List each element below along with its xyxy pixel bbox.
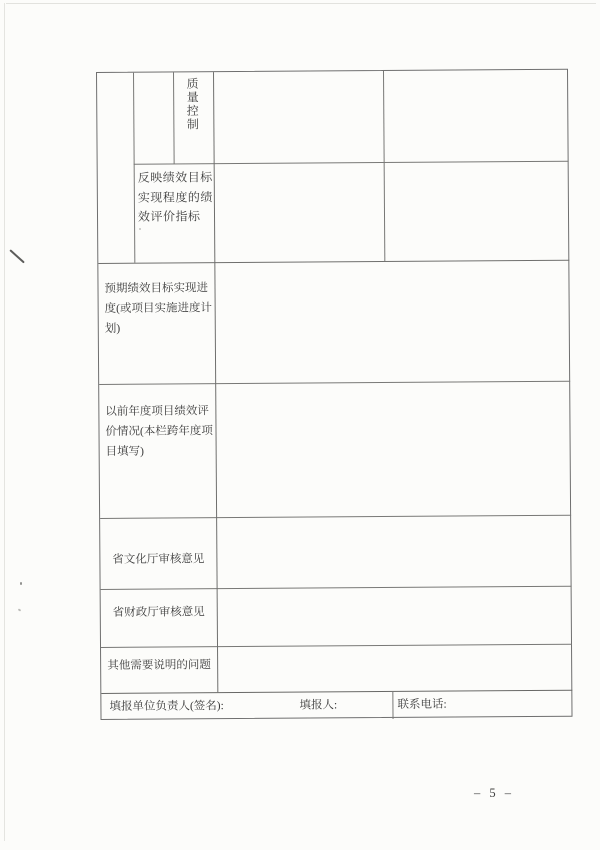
quality-control-value-cell-2 xyxy=(383,70,569,162)
culture-dept-review-label: 省文化厅审核意见 xyxy=(112,553,205,566)
scan-artifact-speck xyxy=(18,608,22,611)
left-spanning-cell-empty xyxy=(97,73,134,263)
unit-head-signature-label: 填报单位负责人(签名): xyxy=(109,700,224,713)
finance-dept-opinion-cell xyxy=(217,586,572,646)
contact-phone-label: 联系电话: xyxy=(397,698,447,711)
paper-edge-top xyxy=(6,3,596,4)
finance-dept-review-label: 省财政厅审核意见 xyxy=(112,606,205,619)
table-line xyxy=(392,691,393,719)
other-issues-label: 其他需要说明的问题 xyxy=(107,659,211,672)
paper-edge-left xyxy=(4,3,5,841)
previous-years-value-cell xyxy=(215,381,571,517)
culture-dept-opinion-cell xyxy=(216,515,571,588)
page-number: – 5 – xyxy=(474,786,514,800)
scan-artifact-speck xyxy=(20,582,22,585)
progress-value-cell xyxy=(214,260,570,383)
quality-control-header: 质量控制 xyxy=(185,77,200,132)
previous-years-label: 以前年度项目绩效评 价情况(本栏跨年度项 目填写) xyxy=(105,405,213,458)
preparer-label: 填报人: xyxy=(299,699,338,712)
quality-control-value-cell xyxy=(213,71,384,163)
other-issues-cell xyxy=(217,644,572,692)
indicator-value-cell-2 xyxy=(384,161,570,261)
performance-form-table xyxy=(96,69,573,720)
indicator-header-label: 反映绩效目标 实现程度的绩 效评价指标 xyxy=(137,170,213,224)
sub-header-cell-empty xyxy=(133,72,174,163)
scan-artifact-stroke xyxy=(9,249,24,263)
indicator-value-cell xyxy=(214,162,385,262)
expected-progress-label: 预期绩效目标实现进 度(或项目实施进度计 划) xyxy=(104,282,213,335)
